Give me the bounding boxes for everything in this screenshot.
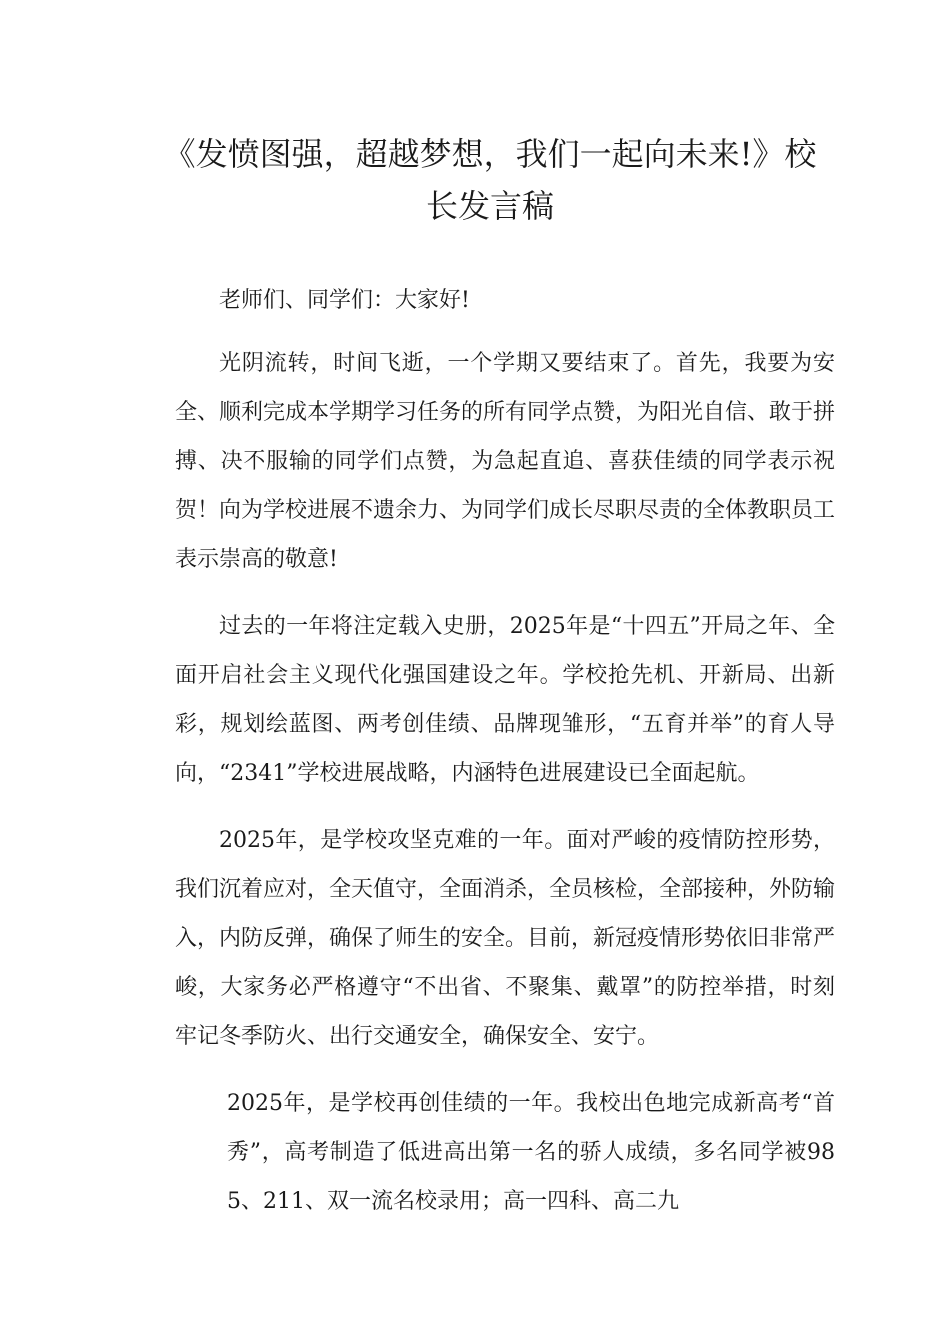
page-title <box>140 128 840 232</box>
paragraph-epidemic: 2025年，是学校攻坚克难的一年。面对严峻的疫情防控形势，我们沉着应对，全天值守，全面消杀，全员核检，全部接种，外防输入，内防反弹，确保了师生的安全。目前，新冠疫情形势依旧非常严峻，大家务必严格遵守“不出省、不聚集、戴罩”的防控举措，时刻牢记冬季防火、出行交通安全，确保安全、安宁。 <box>175 828 836 1049</box>
paragraph-opening: 光阴流转，时间飞逝，一个学期又要结束了。首先，我要为安全、顺利完成本学期学习任务的所有同学点赞，为阳光自信、敢于拼搏、决不服输的同学们点赞，为急起直追、喜获佳绩的同学表示祝贺！向为学校进展不遗余力、为同学们成长尽职尽责的全体教职员工表示崇高的敬意! <box>175 351 836 572</box>
title-line-2: 长发言稿 <box>425 187 554 225</box>
paragraph-achievements: 2025年，是学校再创佳绩的一年。我校出色地完成新高考“首秀”，高考制造了低进高出第一名的骄人成绩，多名同学被985、211、双一流名校录用；高一四科、高二九 <box>227 1091 835 1214</box>
paragraph-past-year: 过去的一年将注定载入史册，2025年是“十四五”开局之年、全面开启社会主义现代化强国建设之年。学校抢先机、开新局、出新彩，规划绘蓝图、两考创佳绩、品牌现雏形，“五育并举”的育人导向，“2341”学校进展战略，内涵特色进展建设已全面起航。 <box>175 614 835 786</box>
salutation-paragraph: 老师们、同学们：大家好! <box>219 288 470 313</box>
speech-body <box>175 276 835 1244</box>
title-line-1: 《发愤图强，超越梦想，我们一起向未来!》校 <box>163 135 817 173</box>
